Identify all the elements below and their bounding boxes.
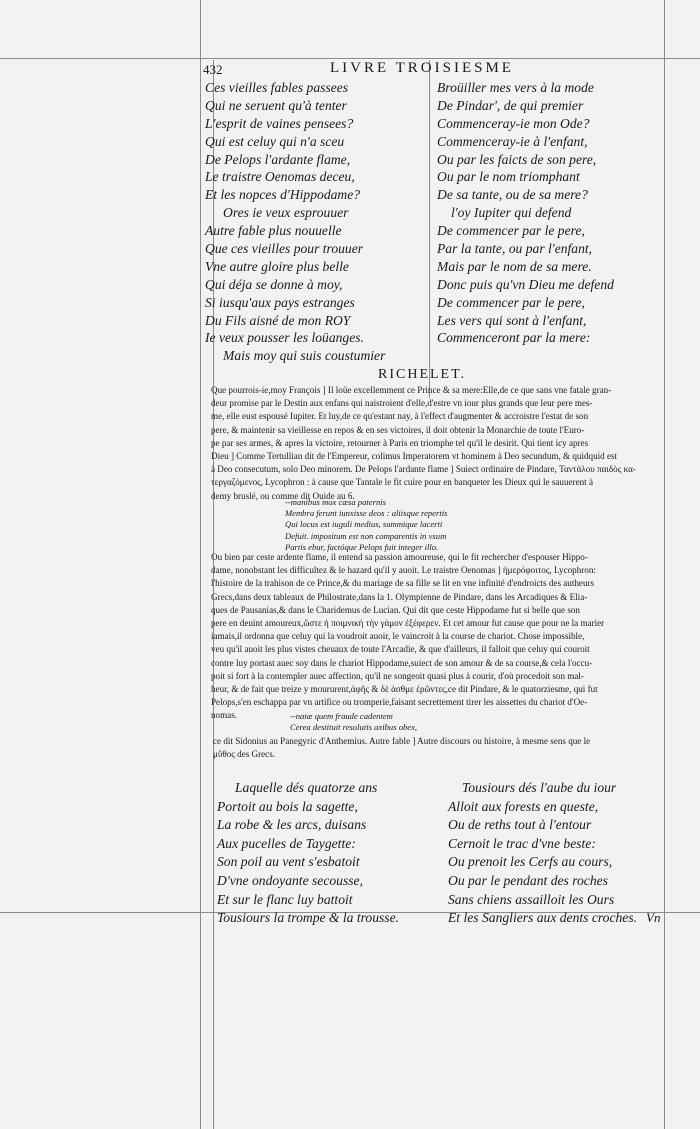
verse-line: Et les Sangliers aux dents croches.	[448, 910, 638, 926]
commentary-paragraph	[211, 384, 671, 503]
verse-line: Son poil au vent s'esbatoit	[217, 854, 360, 870]
page-number: 432	[203, 62, 223, 77]
poem-bottom-left	[217, 779, 399, 928]
quotation-line: --manibus mox cæsa paternis	[285, 497, 386, 507]
verse-line: Sans chiens assailloit les Ours	[448, 891, 615, 907]
commentary-line: τεργαζόμενος, Lycophron : à cause que Tantale le fit cuire pour en banqueter les Dieux qui le sauuerent à	[211, 477, 593, 488]
commentary-line: Pelops,s'en eschappa par vn artifice ou tromperie,faisant secrettement tirer les aissettes du chariot d'Oe-	[211, 697, 588, 708]
verse-line: D'vne ondoyante secousse,	[217, 872, 363, 888]
verse-line: Commenceray-ie mon Ode?	[437, 115, 590, 131]
verse-line: Alloit aux forests en queste,	[448, 798, 599, 814]
scan-rule-vertical-left	[200, 0, 201, 1129]
verse-line: Ces vieilles fables passees	[205, 80, 349, 95]
verse-line: Les vers qui sont à l'enfant,	[437, 312, 587, 328]
commentary-paragraph	[211, 551, 671, 722]
verse-line: Si iusqu'aux pays estranges	[205, 294, 355, 310]
verse-line: Qui est celuy qui n'a sceu	[205, 133, 345, 149]
commentary-line: à Deo consecutum, solo Deo minorem. De Pelops l'ardante flame ] Suiect ordinaire de Pindare, Ταντάλου παιδὸς κα-	[211, 464, 636, 475]
verse-line: De Pelops l'ardante flame,	[205, 151, 351, 167]
verse-line: Qui ne seruent qu'à tenter	[205, 97, 347, 113]
commentary-line: μῦθος des Grecs.	[213, 749, 276, 760]
commentary-paragraph	[213, 735, 673, 761]
verse-line: Ou de reths tout à l'entour	[448, 817, 592, 833]
commentary-line: me, elle eust espousé Iupiter. Et luy,de ce qu'estant nay, à l'effect d'augmenter & accroistre l'estat de son	[211, 411, 589, 422]
verse-line: Ou prenoit les Cerfs au cours,	[448, 854, 613, 870]
commentary-line: veu qu'il auoit les plus vistes cheuaux de toute l'Arcadie, & que d'ailleurs, il falloit que celuy qui couroit	[211, 644, 590, 655]
verse-line: Broüiller mes vers à la mode	[437, 80, 594, 95]
poem-bottom-right	[448, 779, 637, 928]
commentary-line: deur promise par le Destin aux enfans qui naistroient d'elle,d'estre vn iour plus grands que leur pere mes-	[211, 398, 593, 409]
commentary-line: contre luy portast auec soy dans le chariot Hippodame,suiect de son amour & de sa course,& cela l'occu-	[211, 657, 593, 668]
poem-top-right	[437, 79, 614, 347]
verse-line: Le traistre Oenomas deceu,	[205, 169, 355, 185]
verse-line: l'oy Iupiter qui defend	[451, 205, 572, 221]
commentary-line: Ou bien par ceste ardente flame, il entend sa passion amoureuse, qui le fit rechercher d'espouser Hippo-	[211, 552, 588, 562]
commentary-line: dame, nonobstant les difficultez & le hazard qu'il y auoit. Le traistre Oenomas ] ἡμερόφοιτος, Lycophron:	[211, 565, 596, 576]
commentary-line: ques de Pausanias,& dans le Charidemus de Lucian. Qui dit que ceste Hippodame fut si belle que son	[211, 604, 580, 615]
verse-line: Que ces vieilles pour trouuer	[205, 241, 364, 257]
verse-line: Tousiours dés l'aube du iour	[462, 780, 617, 795]
poem-top-left	[205, 79, 385, 365]
sidonius-quotation	[290, 711, 417, 733]
quotation-line: Cerea destituit resolutis axibus obex,	[290, 722, 418, 733]
quotation-line: --natæ quem fraude cadentem	[290, 711, 393, 721]
commentary-line: ce dit Sidonius au Panegyric d'Anthemius. Autre fable ] Autre discours ou histoire, à mesme sens que le	[213, 736, 591, 746]
commentary-line: Que pourrois-ie,moy François ] Il loüe excellemment ce Prince & sa mere:Elle,de ce que sans vne fatale gran-	[211, 385, 612, 395]
verse-line: Qui déja se donne à moy,	[205, 276, 343, 292]
verse-line: Mais par le nom de sa mere.	[437, 258, 592, 274]
verse-line: Ou par les faicts de son pere,	[437, 151, 597, 167]
commentary-heading: RICHELET.	[378, 367, 467, 382]
verse-line: Aux pucelles de Taygette:	[217, 835, 356, 851]
commentary-line: pere, & maintenir sa vieillesse en repos & en ses victoires, il doit obtenir la Monarchie de toute l'Euro-	[211, 424, 585, 435]
commentary-line: pe par ses armes, & apres la victoire, retourner à Paris en triomphe tel qu'il le desirit. Qui tient icy apres	[211, 437, 589, 448]
verse-line: L'esprit de vaines pensees?	[205, 115, 354, 131]
verse-line: Cernoit le trac d'vne beste:	[448, 835, 596, 851]
verse-line: De Pindar', de qui premier	[437, 97, 584, 113]
verse-line: Laquelle dés quatorze ans	[235, 780, 378, 795]
quotation-line: Defuit. impositum est non comparentis in vsum	[285, 530, 447, 541]
verse-line: Commenceray-ie à l'enfant,	[437, 133, 588, 149]
quotation-line: Qui locus est iuguli medius, summique lacerti	[285, 519, 443, 530]
verse-line: Portoit au bois la sagette,	[217, 798, 358, 814]
verse-line: Et sur le flanc luy battoit	[217, 891, 353, 907]
verse-line: Par la tante, ou par l'enfant,	[437, 241, 593, 257]
verse-line: Ores ie veux esprouuer	[223, 205, 349, 221]
ovid-quotation	[285, 497, 447, 553]
quotation-line: Membra ferunt iunxisse deos : aliisque repertis	[285, 508, 448, 519]
verse-line: Donc puis qu'vn Dieu me defend	[437, 276, 614, 292]
commentary-line: l'histoire de la trahison de ce Prince,& du mariage de sa fille se lit en vne infinité d'endroicts des autheurs	[211, 578, 595, 589]
quotation-line: Partis ebur, factóque Pelops fuit integer illo.	[285, 541, 439, 552]
verse-line: La robe & les arcs, duisans	[217, 817, 367, 833]
commentary-line: iamais,il ordonna que celuy qui la voudroit auoir, le vaincroit à la course de chariot. Chose impossible,	[211, 631, 585, 642]
verse-line: De commencer par le pere,	[437, 294, 585, 310]
verse-line: Ou par le pendant des roches	[448, 872, 608, 888]
commentary-line: Dieu ] Comme Tertullian dit de l'Empereur, colimus Imperatorem vt hominem à Deo secundum, & quidquid est	[211, 450, 618, 461]
verse-line: De sa tante, ou de sa mere?	[437, 187, 588, 203]
scan-rule-vertical-center	[429, 60, 430, 398]
verse-line: Ie veux pousser les loüanges.	[205, 330, 364, 346]
commentary-line: poit si fort à la contempler auec affection, qu'il ne songeoit quasi plus à courir, d'où procedoit son mal-	[211, 670, 584, 681]
verse-line: De commencer par le pere,	[437, 223, 585, 239]
commentary-line: Grecs,dans deux tableaux de Philostrate,dans la 1. Olympienne de Pindare, dans les Arcadiques & Elia-	[211, 591, 588, 602]
scan-rule-horizontal-top	[0, 58, 700, 59]
catchword: Vn	[646, 910, 661, 925]
verse-line: Et les nopces d'Hippodame?	[205, 187, 361, 203]
commentary-line: pere en deuint amoureux,ὥστε ἡ ποιμνική τὴν γάμον ἐξέφερεν. Et cet amour fut cause que pour ne la marier	[211, 617, 605, 628]
verse-line: Tousiours la trompe & la trousse.	[217, 910, 400, 926]
commentary-line: heur, & de fait que treize y moururent,ἀφῆς & δὲ ἀσθμε ἐρῶντες,ce dit Pindare, & le quatorziesme, qui fut	[211, 683, 598, 694]
verse-line: Autre fable plus nouuelle	[205, 223, 342, 239]
running-title: LIVRE TROISIESME	[330, 60, 514, 76]
commentary-line: nomas.	[211, 710, 238, 721]
verse-line: Commenceront par la mere:	[437, 330, 591, 346]
commentary-line: demy bruslé, ou comme dit Ouide au 6.	[211, 490, 355, 501]
verse-line: Du Fils aisné de mon ROY	[205, 312, 351, 328]
verse-line: Vne autre gloire plus belle	[205, 258, 349, 274]
verse-line: Ou par le nom triomphant	[437, 169, 580, 185]
verse-line: Mais moy qui suis coustumier	[223, 348, 386, 364]
